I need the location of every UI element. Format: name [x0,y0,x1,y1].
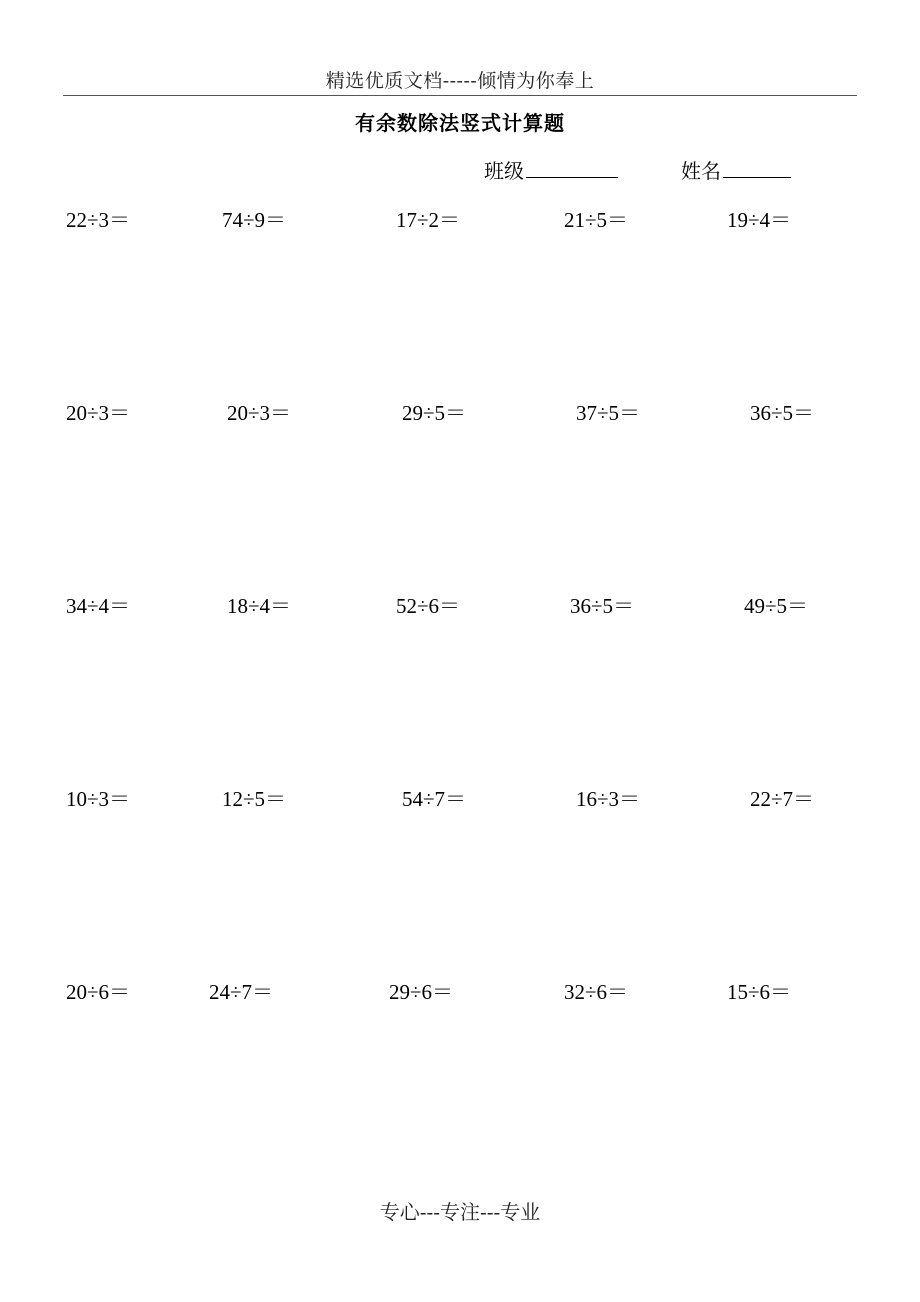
problem: 32÷6＝ [564,980,629,1004]
problem: 52÷6＝ [396,594,461,618]
problem: 54÷7＝ [402,787,467,811]
name-label: 姓名 [681,159,721,183]
problem: 21÷5＝ [564,208,629,232]
problem: 49÷5＝ [744,594,809,618]
class-blank[interactable] [526,157,618,178]
problem: 29÷6＝ [389,980,454,1004]
name-blank[interactable] [723,157,791,178]
problem: 15÷6＝ [727,980,792,1004]
problem: 22÷7＝ [750,787,815,811]
name-field [681,155,791,184]
problem: 10÷3＝ [66,787,131,811]
problem: 18÷4＝ [227,594,292,618]
problem: 74÷9＝ [222,208,287,232]
page-footer: 专心---专注---专业 [379,1200,541,1224]
header-divider [63,95,857,96]
problem: 22÷3＝ [66,208,131,232]
problem: 20÷3＝ [227,401,292,425]
worksheet-title: 有余数除法竖式计算题 [355,111,565,135]
class-field [484,155,618,184]
class-label: 班级 [484,159,524,183]
problem: 16÷3＝ [576,787,641,811]
problem: 24÷7＝ [209,980,274,1004]
problem: 37÷5＝ [576,401,641,425]
problem: 34÷4＝ [66,594,131,618]
problem: 20÷3＝ [66,401,131,425]
problem: 20÷6＝ [66,980,131,1004]
problem: 19÷4＝ [727,208,792,232]
problem: 36÷5＝ [570,594,635,618]
problem: 29÷5＝ [402,401,467,425]
page-header: 精选优质文档-----倾情为你奉上 [325,70,595,92]
problem: 36÷5＝ [750,401,815,425]
problem: 12÷5＝ [222,787,287,811]
problem: 17÷2＝ [396,208,461,232]
